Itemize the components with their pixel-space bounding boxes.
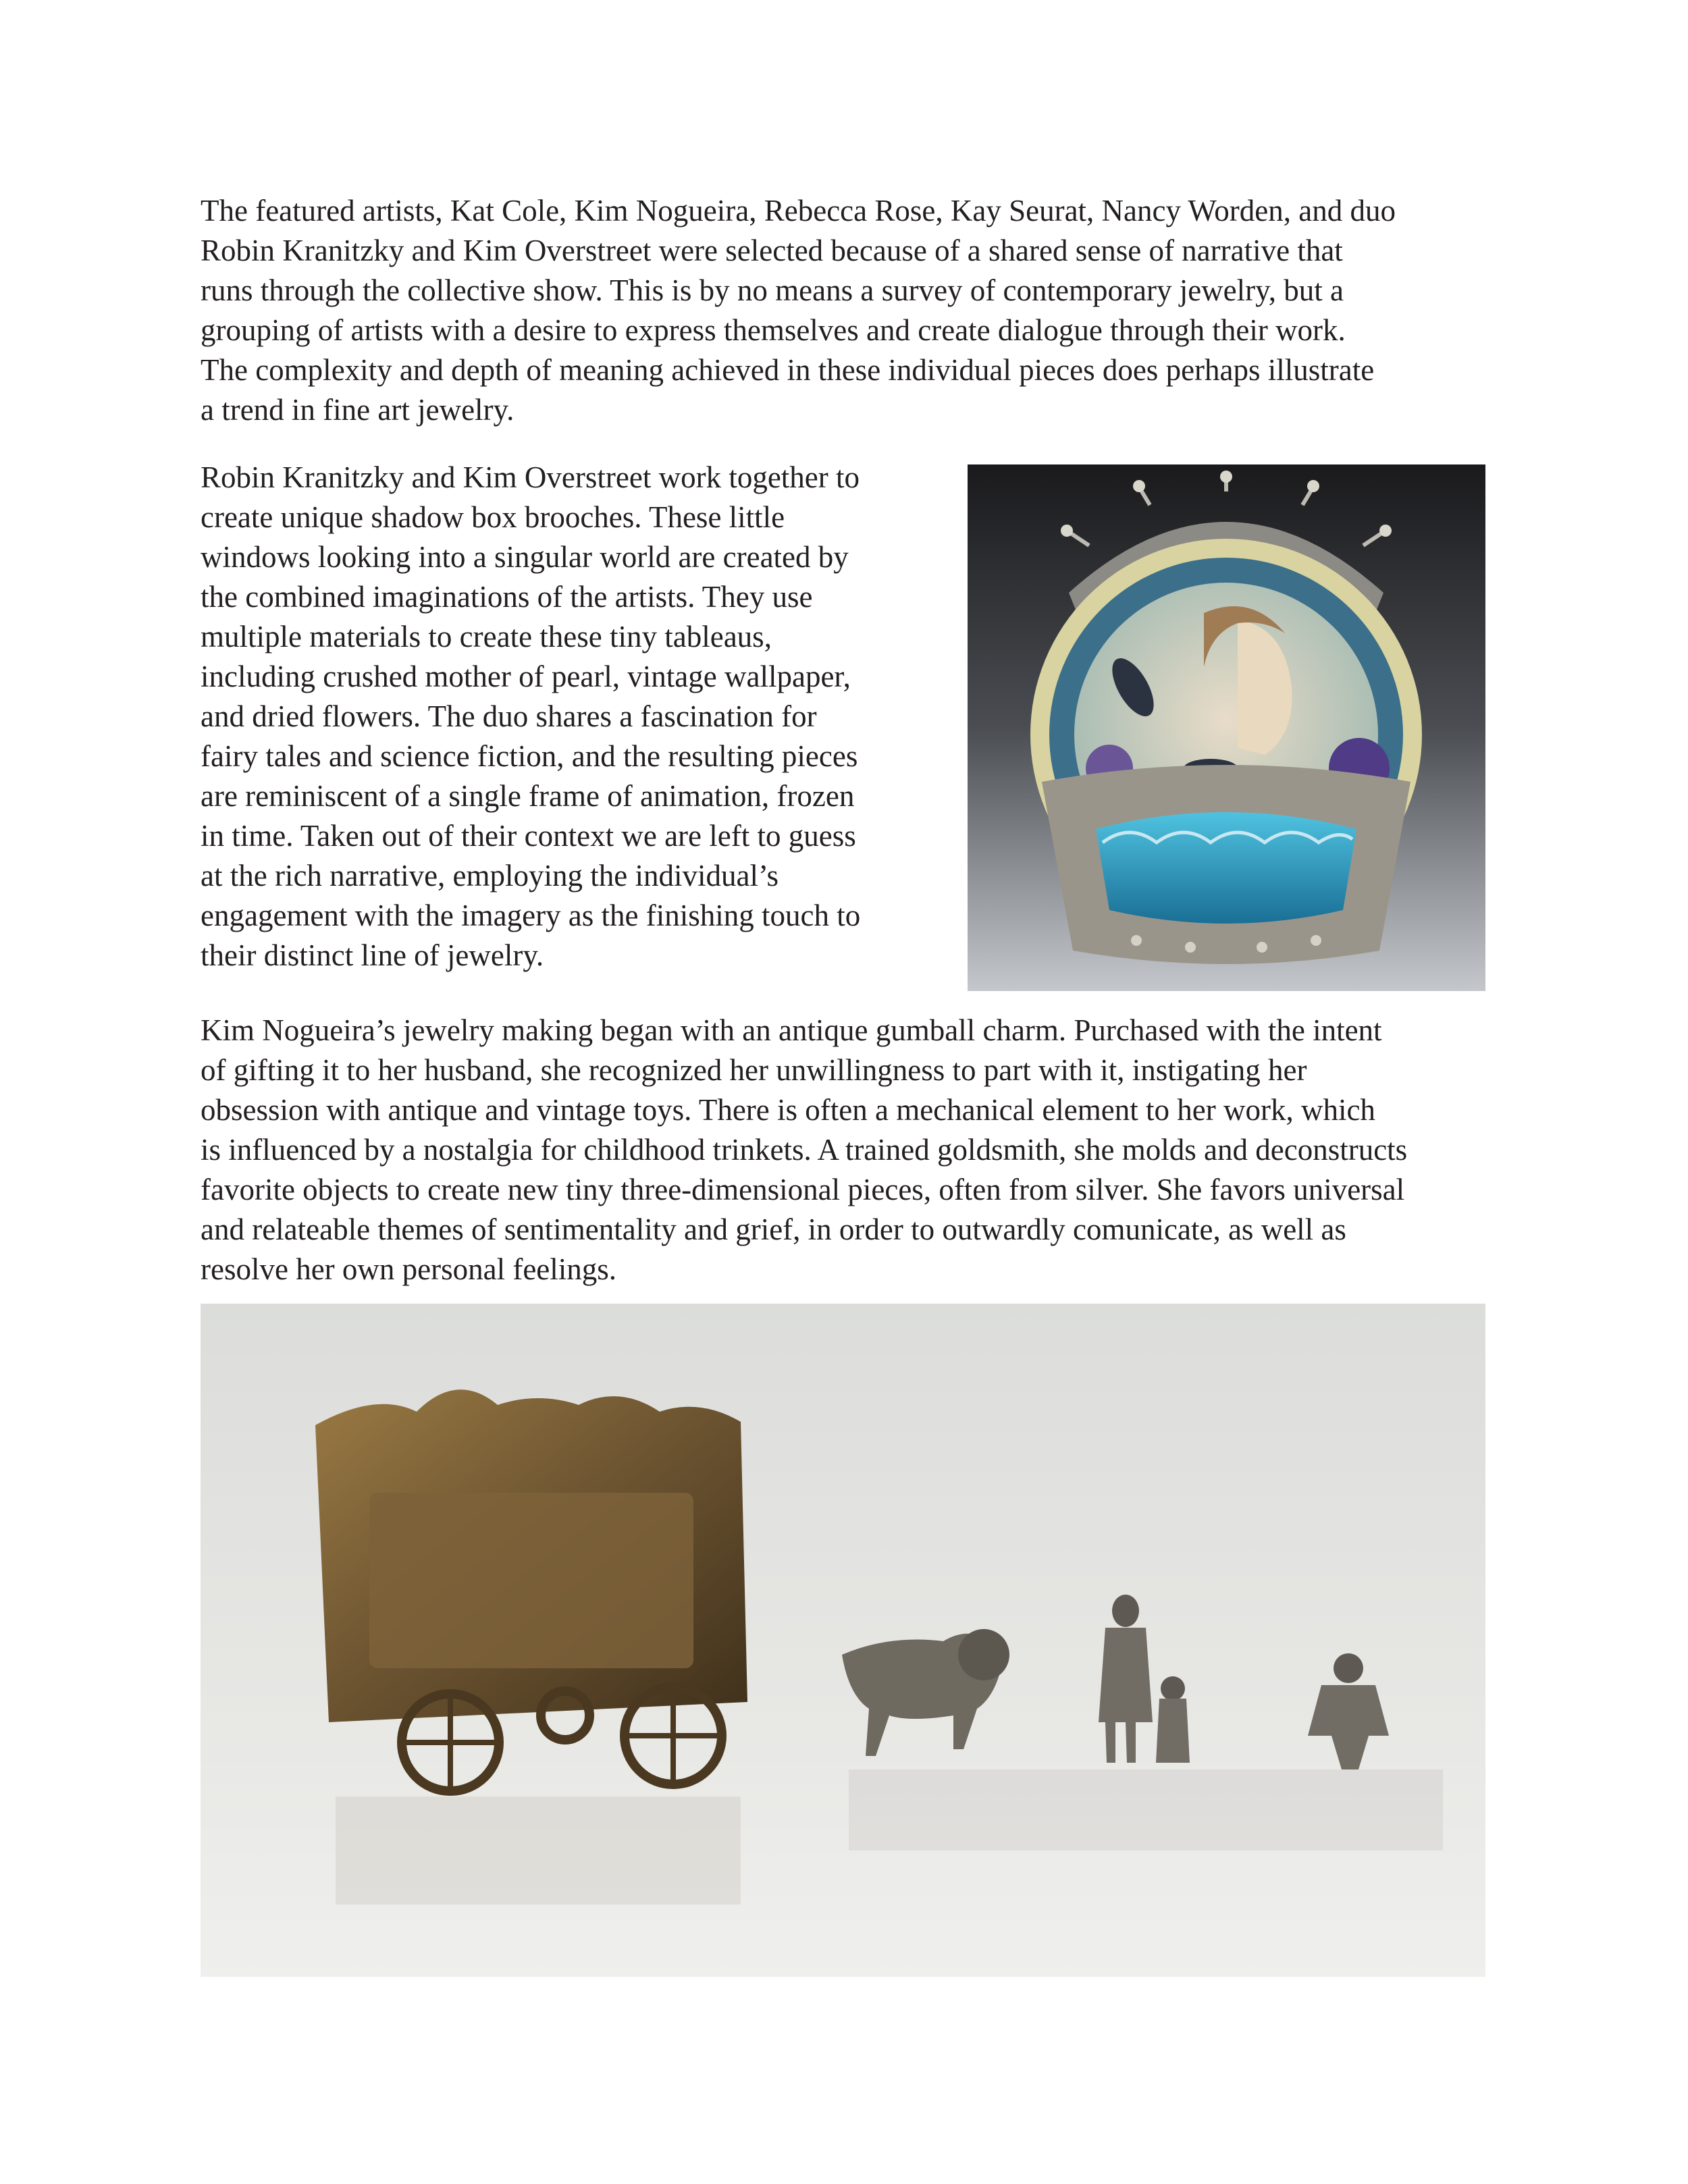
circus-wagon-figurines-photo: [201, 1304, 1485, 1977]
nogueira-paragraph: Kim Nogueira’s jewelry making began with an antique gumball charm. Purchased with the intent of gifting it to her husband, she recognized her unwillingness to part with it, instigating her obsession with antique and vintage toys. There is often a mechanical element to her work, which is influenced by a nostalgia for childhood trinkets. A trained goldsmith, she molds and deconstructs favorite objects to create new tiny three-dimensional pieces, often from silver. She favors universal and relateable themes of sentimentality and grief, in order to outwardly comunicate, as well as resolve her own personal feelings.: [201, 1013, 1408, 1286]
intro-paragraph: The featured artists, Kat Cole, Kim Nogueira, Rebecca Rose, Kay Seurat, Nancy Worden, and duo Robin Kranitzky and Kim Overstreet were selected because of a shared sense of narrative that runs through the collective show. This is by no means a survey of contemporary jewelry, but a grouping of artists with a desire to express themselves and create dialogue through their work. The complexity and depth of meaning achieved in these individual pieces does perhaps illustrate a trend in fine art jewelry.: [201, 194, 1396, 427]
kranitzky-overstreet-paragraph: Robin Kranitzky and Kim Overstreet work together to create unique shadow box brooches. These little windows looking into a singular world are created by the combined imaginations of the artists. They use multiple materials to create these tiny tableaus, including crushed mother of pearl, vintage wallpaper, and dried flowers. The duo shares a fascination for fairy tales and science fiction, and the resulting pieces are reminiscent of a single frame of animation, frozen in time. Taken out of their context we are left to guess at the rich narrative, employing the individual’s engagement with the imagery as the finishing touch to their distinct line of jewelry.: [201, 460, 861, 972]
shadow-box-brooch-photo: [968, 464, 1485, 991]
